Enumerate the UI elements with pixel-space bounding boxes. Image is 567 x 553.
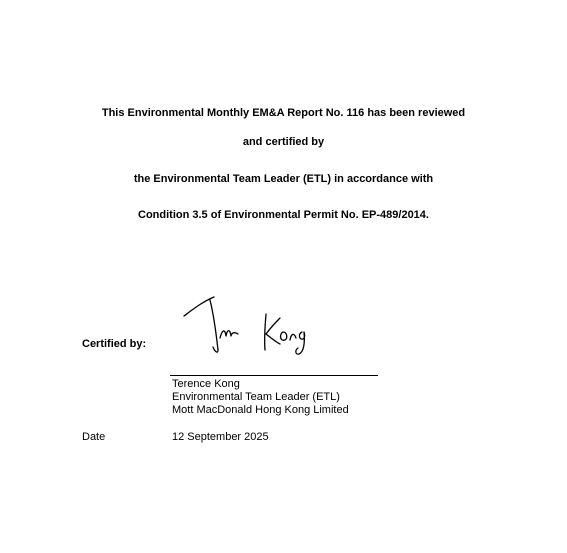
statement-line-2: and certified by bbox=[242, 136, 325, 148]
signatory-company: Mott MacDonald Hong Kong Limited bbox=[172, 404, 349, 416]
signatory-title: Environmental Team Leader (ETL) bbox=[172, 391, 340, 403]
statement-line-3: the Environmental Team Leader (ETL) in accordance with bbox=[133, 173, 434, 185]
certified-by-label: Certified by: bbox=[82, 338, 147, 350]
date-value: 12 September 2025 bbox=[172, 431, 269, 443]
signature-line bbox=[170, 375, 378, 376]
statement-line-1: This Environmental Monthly EM&A Report No. 116 has been reviewed bbox=[101, 107, 466, 119]
signatory-name: Terence Kong bbox=[172, 378, 240, 390]
handwritten-signature bbox=[180, 292, 320, 362]
date-label: Date bbox=[82, 431, 106, 443]
statement-line-4: Condition 3.5 of Environmental Permit No. EP-489/2014. bbox=[138, 209, 429, 221]
